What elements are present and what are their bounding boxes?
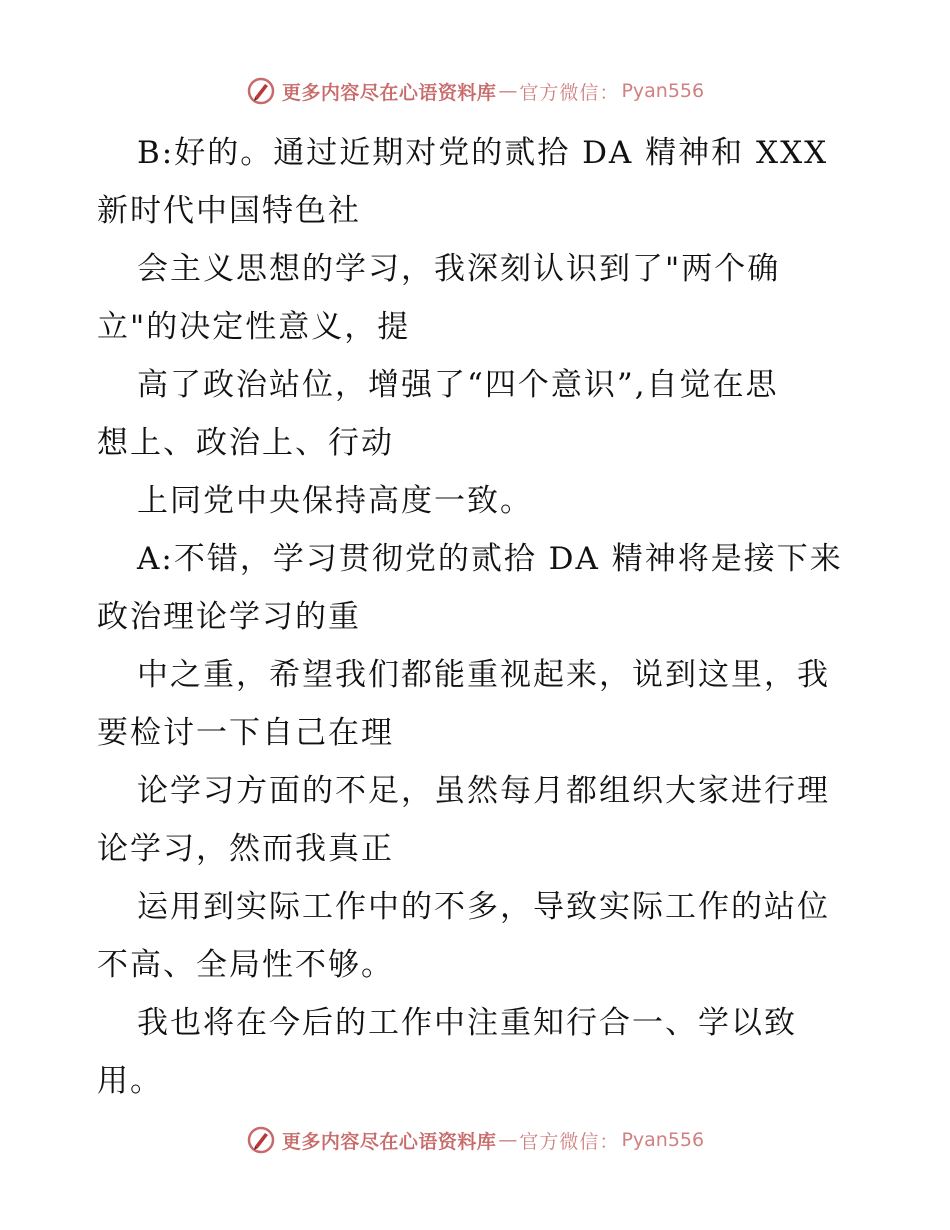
pen-logo-icon xyxy=(246,1125,276,1155)
header-watermark xyxy=(0,71,950,111)
paragraph-line: 不高、全局性不够。 xyxy=(97,947,394,983)
paragraph-line: B:好的。通过近期对党的贰拾 DA 精神和 XXX xyxy=(137,135,829,171)
paragraph-line: 上同党中央保持高度一致。 xyxy=(137,483,533,519)
paragraph-line: 会主义思想的学习，我深刻认识到了"两个确 xyxy=(137,251,781,287)
paragraph-line: 运用到实际工作中的不多，导致实际工作的站位 xyxy=(137,889,830,925)
watermark-official: 官方微信： xyxy=(519,81,620,104)
paragraph-line: 新时代中国特色社 xyxy=(97,193,361,229)
paragraph-line: 政治理论学习的重 xyxy=(97,599,361,635)
pen-logo-icon xyxy=(246,76,276,106)
paragraph-line: 立"的决定性意义，提 xyxy=(97,309,411,345)
watermark-official: 官方微信： xyxy=(519,1130,620,1153)
paragraph-line: 论学习方面的不足，虽然每月都组织大家进行理 xyxy=(137,773,830,809)
paragraph-line: 中之重，希望我们都能重视起来，说到这里，我 xyxy=(137,657,830,693)
watermark-separator: — xyxy=(498,1129,518,1151)
watermark-text: 更多内容尽在心语资料库 xyxy=(281,1130,497,1153)
paragraph-line: 想上、政治上、行动 xyxy=(97,425,394,461)
paragraph-line: 高了政治站位，增强了“四个意识”,自觉在思 xyxy=(137,367,779,403)
watermark-wechat-id: Pyan556 xyxy=(621,80,705,102)
document-body xyxy=(97,124,857,1110)
watermark-text: 更多内容尽在心语资料库 xyxy=(281,81,497,104)
watermark-wechat-id: Pyan556 xyxy=(621,1129,705,1151)
paragraph-line: 要检讨一下自己在理 xyxy=(97,715,394,751)
paragraph-line: A:不错，学习贯彻党的贰拾 DA 精神将是接下来 xyxy=(137,541,843,577)
paragraph-line: 论学习，然而我真正 xyxy=(97,831,394,867)
paragraph-line: 用。 xyxy=(97,1063,163,1099)
watermark-separator: — xyxy=(498,80,518,102)
footer-watermark xyxy=(0,1120,950,1160)
paragraph-line: 我也将在今后的工作中注重知行合一、学以致 xyxy=(137,1005,797,1041)
